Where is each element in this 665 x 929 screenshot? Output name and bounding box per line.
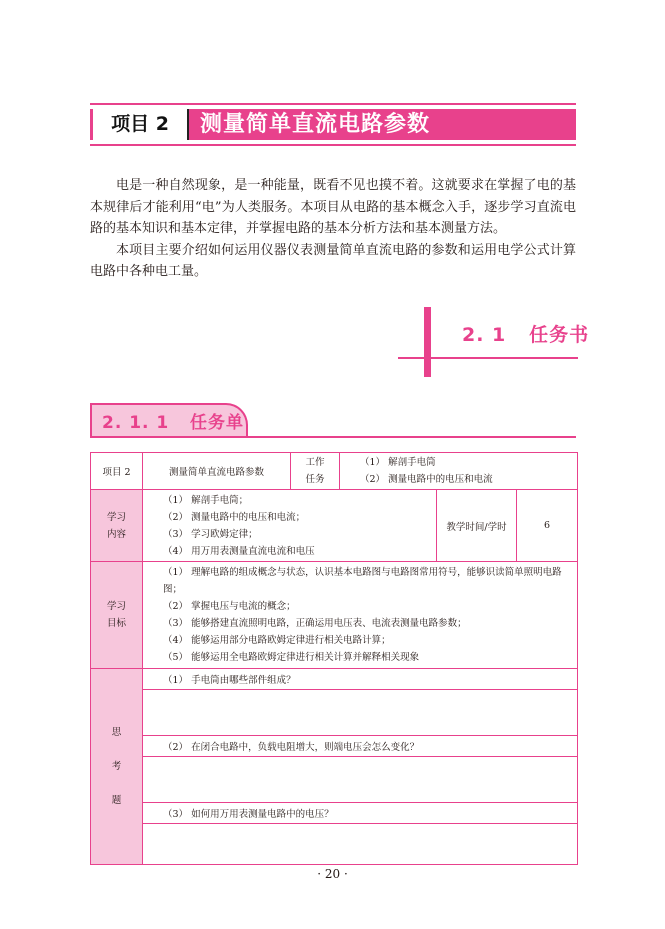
work-task-label-cell [291,453,340,490]
task-table [90,452,578,865]
list-item: （3） 学习欧姆定律； [163,528,258,540]
table-row [91,690,578,736]
subsection-rule [90,436,576,438]
intro-paragraph: 电是一种自然现象，是一种能量，既看不见也摸不着。这就要求在掌握了电的基本规律后才能利用“电”为人类服务。本项目从电路的基本概念入手，逐步学习直流电路的基本知识和基本定律，并掌握电路的基本分析方法和基本测量方法。 [90,178,576,236]
banner-bottom-line [90,144,576,146]
section-heading [462,320,589,347]
label-line: 内容 [106,528,126,540]
section-number: 2. 1 [462,324,507,346]
section-heading-rule [398,357,578,359]
subsection-title: 任务单 [190,413,245,433]
teaching-time-label-cell: 教学时间/学时 [437,490,517,562]
project-name-cell: 测量简单直流电路参数 [143,453,291,490]
list-item: （1） 解剖手电筒 [360,457,436,468]
label-line: 目标 [106,618,126,629]
question-cell: （2） 在闭合电路中，负载电阻增大，则端电压会怎么变化？ [143,736,578,757]
table-row [91,757,578,803]
work-task-content-cell [340,453,578,490]
subsection-number: 2. 1. 1 [102,413,170,433]
list-item: （3） 能够搭建直流照明电路，正确运用电压表、电流表测量电路参数； [163,618,467,629]
project-banner [90,101,576,147]
banner-top-line [90,103,576,105]
table-row [91,803,578,824]
label-char: 思 [111,726,122,738]
project-label-cell: 项目 2 [91,453,143,490]
list-item: （2） 掌握电压与电流的概念； [163,601,296,612]
label-line: 工作 [305,457,325,468]
label-line: 学习 [106,601,126,612]
list-item: （2） 测量电路中的电压和电流 [360,474,493,485]
question-cell: （1） 手电筒由哪些部件组成？ [143,669,578,690]
teaching-time-value-cell: 6 [517,490,578,562]
label-line: 任务 [305,474,325,485]
question-cell: （3） 如何用万用表测量电路中的电压？ [143,803,578,824]
list-item: （1） 理解电路的组成概念与状态，认识基本电路图与电路图常用符号，能够识读简单照明电路图； [163,567,562,595]
list-item: （5） 能够运用全电路欧姆定律进行相关计算并解释相关现象 [163,652,420,663]
table-row [91,669,578,690]
table-row [91,824,578,865]
list-item: （1） 解剖手电筒； [163,494,249,506]
thinking-questions-label-cell [91,669,143,865]
label-char: 考 [111,760,122,772]
answer-space [143,824,578,865]
answer-space [143,757,578,803]
label-line: 学习 [106,511,126,523]
table-row [91,490,578,562]
study-content-label-cell [91,490,143,562]
list-item: （4） 能够运用部分电路欧姆定律进行相关电路计算； [163,635,391,646]
learning-goals-label-cell [91,562,143,669]
learning-goals-cell [143,562,578,669]
project-title: 测量简单直流电路参数 [200,112,431,137]
study-content-cell [143,490,437,562]
table-row [91,562,578,669]
table-row [91,453,578,490]
project-label: 项目 2 [93,109,189,140]
label-char: 题 [111,794,122,806]
table-row [91,736,578,757]
intro-paragraph: 本项目主要介绍如何运用仪器仪表测量简单直流电路的参数和运用电学公式计算电路中各种电工量。 [90,242,576,279]
answer-space [143,690,578,736]
list-item: （4） 用万用表测量直流电流和电压 [163,545,315,557]
subsection-heading [102,408,244,433]
list-item: （2） 测量电路中的电压和电流； [163,511,306,523]
section-heading-bar [424,307,431,377]
section-title: 任务书 [529,324,590,346]
page-number: · 20 · [317,867,348,881]
intro-text [90,175,576,283]
